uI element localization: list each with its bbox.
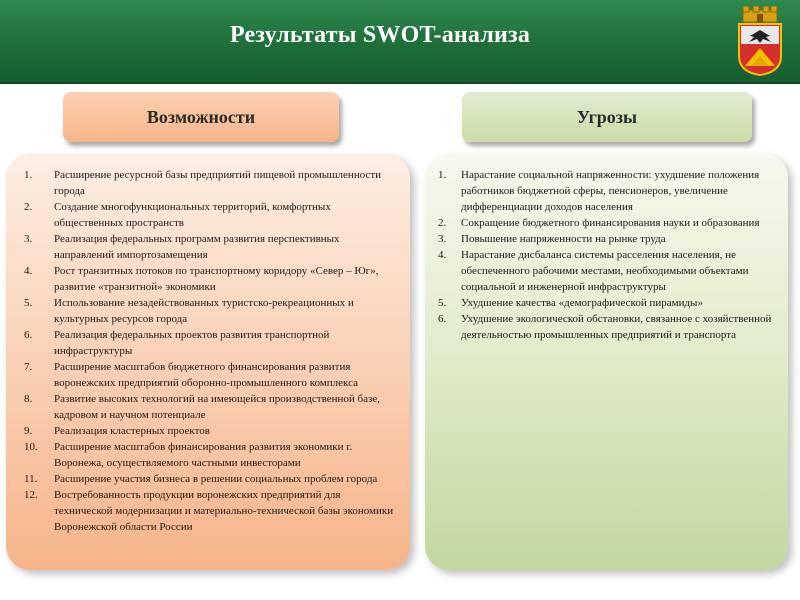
list-item: 1. Расширение ресурсной базы предприятий пищевой промышленности города — [24, 169, 382, 197]
list-item: 12. Востребованность продукции воронежских предприятий для технической модернизации и материально-технической базы экономики Воронежской области России — [24, 489, 394, 533]
list-item: 1. Нарастание социальной напряженности: ухудшение положения работников бюджетной сферы, пенсионеров, увеличение дифференциации доходов населения — [438, 169, 760, 213]
list-item: 10. Расширение масштабов финансирования развития экономики г. Воронежа, осуществляемого частными инвесторами — [24, 441, 353, 469]
list-item: 8. Развитие высоких технологий на имеющейся производственной базе, кадровом и научном потенциале — [24, 393, 380, 421]
list-item: 3. Реализация федеральных программ развития перспективных направлений импортозамещения — [24, 233, 340, 261]
list-item: 4. Рост транзитных потоков по транспортному коридору «Север – Юг», развитие «транзитной» экономики — [24, 265, 379, 293]
list-item: 2. Сокращение бюджетного финансирования науки и образования — [438, 217, 760, 229]
list-item: 9. Реализация кластерных проектов — [24, 425, 210, 437]
list-item: 4. Нарастание дисбаланса системы расселения населения, не обеспеченного рабочими местами, необходимыми объектами социальной и инженерной инфраструктуры — [438, 249, 749, 293]
list-item: 6. Реализация федеральных проектов развития транспортной инфраструктуры — [24, 329, 330, 357]
opportunities-list — [20, 167, 398, 535]
list-item: 5. Использование незадействованных туристско-рекреационных и культурных ресурсов города — [24, 297, 354, 325]
list-item: 2. Создание многофункциональных территорий, комфортных общественных пространств — [24, 201, 331, 229]
page-title: Результаты SWOT-анализа — [229, 22, 531, 48]
threats-list — [435, 167, 783, 343]
opportunities-heading: Возможности — [63, 92, 339, 142]
city-coat-of-arms-icon — [735, 6, 785, 76]
opportunities-panel — [6, 154, 410, 570]
header-bar — [0, 0, 800, 84]
list-item: 3. Повышение напряженности на рынке труда — [438, 233, 666, 245]
threats-panel — [425, 154, 788, 570]
list-item: 6. Ухудшение экологической обстановки, связанное с хозяйственной деятельностью промышленных предприятий и транспорта — [438, 313, 772, 341]
list-item: 11. Расширение участия бизнеса в решении социальных проблем города — [24, 473, 378, 485]
threats-heading: Угрозы — [462, 92, 752, 142]
list-item: 5. Ухудшение качества «демографической пирамиды» — [438, 297, 703, 309]
list-item: 7. Расширение масштабов бюджетного финансирования развития воронежских предприятий оборонно-промышленного комплекса — [24, 361, 358, 389]
